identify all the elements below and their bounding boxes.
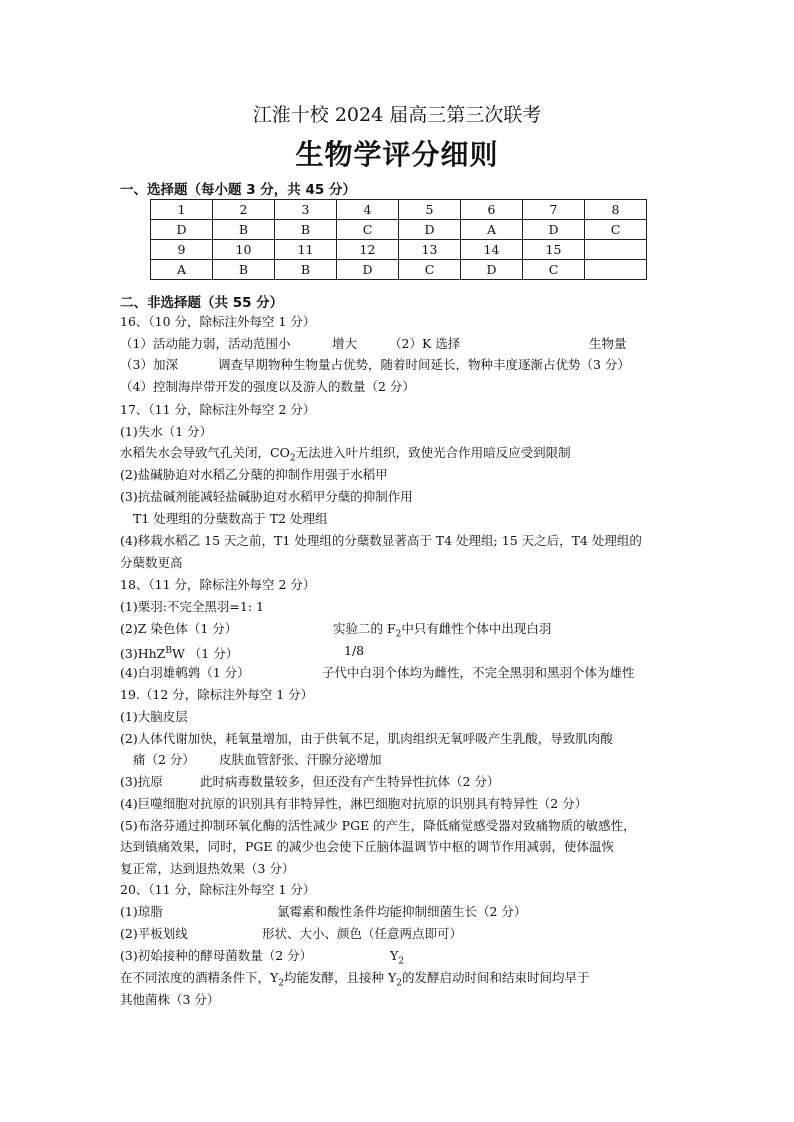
table-cell: 12 bbox=[337, 240, 399, 260]
q16-answer-6: 调查早期物种生物量占优势，随着时间延长，物种丰度逐渐占优势（3 分） bbox=[218, 357, 630, 372]
q16-answer-3: （2）K 选择 bbox=[389, 336, 461, 351]
table-cell: B bbox=[275, 220, 337, 240]
table-cell: 11 bbox=[275, 240, 337, 260]
table-cell: B bbox=[213, 220, 275, 240]
table-cell: C bbox=[523, 260, 585, 280]
table-cell: D bbox=[461, 260, 523, 280]
table-cell bbox=[585, 240, 647, 260]
table-cell: 10 bbox=[213, 240, 275, 260]
q18-line-3 bbox=[120, 642, 680, 660]
table-row bbox=[151, 260, 647, 280]
table-cell: 1 bbox=[151, 200, 213, 220]
q20-answer-8: 其他菌株（3 分） bbox=[120, 992, 220, 1007]
table-cell: D bbox=[337, 260, 399, 280]
q17-answer-4: (3)抗盐碱剂能减轻盐碱胁迫对水稻甲分蘖的抑制作用 bbox=[120, 489, 413, 504]
table-cell: 3 bbox=[275, 200, 337, 220]
q20-line-2 bbox=[120, 925, 640, 943]
q17-answer-7: 分蘖数更高 bbox=[120, 555, 183, 570]
q18-heading: 18、（11 分，除标注外每空 2 分） bbox=[120, 577, 316, 592]
q16-answer-1: （1）活动能力弱，活动范围小 bbox=[120, 336, 291, 351]
q19-line-3 bbox=[133, 751, 553, 769]
table-cell: C bbox=[337, 220, 399, 240]
table-cell: 5 bbox=[399, 200, 461, 220]
table-cell: A bbox=[151, 260, 213, 280]
q18-answer-7: 子代中白羽个体均为雌性，不完全黑羽和黑羽个体为雄性 bbox=[322, 665, 635, 680]
q19-heading: 19.（12 分，除标注外每空 1 分） bbox=[120, 687, 314, 702]
q17-answer-2: 水稻失水会导致气孔关闭，$CO_2$无法进入叶片组织，致使光合作用暗反应受到限制 bbox=[120, 445, 571, 464]
table-cell: C bbox=[399, 260, 461, 280]
q16-answer-4: 生物量 bbox=[589, 336, 627, 351]
q18-answer-5: 1/8 bbox=[344, 643, 365, 658]
section-2-heading: 二、非选择题（共 55 分） bbox=[120, 295, 284, 311]
q16-line-2 bbox=[120, 356, 680, 374]
q17-answer-3: (2)盐碱胁迫对水稻乙分蘖的抑制作用强于水稻甲 bbox=[120, 467, 388, 482]
q17-heading: 17、（11 分，除标注外每空 2 分） bbox=[120, 402, 316, 417]
q19-answer-9: 达到镇痛效果，同时，PGE 的减少也会使下丘脑体温调节中枢的调节作用减弱，使体温恢 bbox=[120, 839, 614, 854]
q18-answer-6: (4)白羽雄鹌鹑（1 分） bbox=[120, 665, 250, 680]
table-cell: 9 bbox=[151, 240, 213, 260]
table-row bbox=[151, 200, 647, 220]
q19-answer-10: 复正常，达到退热效果（3 分） bbox=[120, 861, 295, 876]
q20-answer-2: 氯霉素和酸性条件均能抑制细菌生长（2 分） bbox=[277, 904, 527, 919]
q19-answer-1: (1)大脑皮层 bbox=[120, 709, 188, 724]
table-cell: D bbox=[523, 220, 585, 240]
table-cell: B bbox=[213, 260, 275, 280]
table-cell: 8 bbox=[585, 200, 647, 220]
exam-title: 江淮十校 2024 届高三第三次联考 bbox=[252, 104, 542, 126]
q20-answer-5: (3)初始接种的酵母菌数量（2 分） bbox=[120, 948, 313, 963]
q18-line-4 bbox=[120, 664, 680, 682]
q20-answer-3: (2)平板划线 bbox=[120, 926, 188, 941]
q16-line-1 bbox=[120, 335, 680, 353]
section-1-heading: 一、选择题（每小题 3 分，共 45 分） bbox=[120, 182, 356, 198]
q20-answer-4: 形状、大小、颜色（任意两点即可） bbox=[262, 926, 463, 941]
q20-line-1 bbox=[120, 903, 640, 921]
table-cell: D bbox=[151, 220, 213, 240]
q19-answer-2: (2)人体代谢加快，耗氧量增加，由于供氧不足，肌肉组织无氧呼吸产生乳酸，导致肌肉酸 bbox=[120, 731, 613, 746]
table-cell: 7 bbox=[523, 200, 585, 220]
q18-answer-2: (2)Z 染色体（1 分） bbox=[120, 621, 238, 636]
q17-answer-1: (1)失水（1 分） bbox=[120, 424, 213, 439]
table-cell: 2 bbox=[213, 200, 275, 220]
table-cell: 6 bbox=[461, 200, 523, 220]
table-cell: 13 bbox=[399, 240, 461, 260]
q19-answer-6: 此时病毒数量较多，但还没有产生特异性抗体（2 分） bbox=[200, 774, 500, 789]
q19-answer-7: (4)巨噬细胞对抗原的识别具有非特异性，淋巴细胞对抗原的识别具有特异性（2 分） bbox=[120, 796, 588, 811]
document-subtitle: 生物学评分细则 bbox=[295, 138, 499, 171]
table-cell bbox=[585, 260, 647, 280]
q16-answer-7: （4）控制海岸带开发的强度以及游人的数量（2 分） bbox=[120, 379, 415, 394]
q20-answer-7: 在不同浓度的酒精条件下，$Y_2$均能发酵，且接种 $Y_2$的发酵启动时间和结束时间均早于 bbox=[120, 970, 590, 989]
table-cell: 15 bbox=[523, 240, 585, 260]
table-row bbox=[151, 240, 647, 260]
q19-answer-4: 皮肤血管舒张、汗腺分泌增加 bbox=[219, 752, 382, 767]
q20-answer-6: $Y_2$ bbox=[390, 948, 404, 967]
q19-answer-5: (3)抗原 bbox=[120, 774, 163, 789]
table-cell: 14 bbox=[461, 240, 523, 260]
q17-answer-5: T1 处理组的分蘖数高于 T2 处理组 bbox=[133, 511, 328, 526]
q20-answer-1: (1)琼脂 bbox=[120, 904, 163, 919]
q20-line-3 bbox=[120, 947, 640, 965]
q16-answer-5: （3）加深 bbox=[120, 357, 178, 372]
q19-answer-8: (5)布洛芬通过抑制环氧化酶的活性减少 PGE 的产生，降低痛觉感受器对致痛物质的敏感性， bbox=[120, 818, 636, 833]
q18-line-2 bbox=[120, 620, 680, 638]
q18-answer-1: (1)栗羽:不完全黑羽=1: 1 bbox=[120, 599, 264, 614]
q18-answer-3: 实验二的 $F_2$中只有雌性个体中出现白羽 bbox=[333, 621, 552, 640]
q19-answer-3: 痛（2 分） bbox=[133, 752, 195, 767]
q17-answer-6: (4)移栽水稻乙 15 天之前，T1 处理组的分蘖数显著高于 T4 处理组; 15 天之后，T4 处理组的 bbox=[120, 533, 642, 548]
table-cell: C bbox=[585, 220, 647, 240]
table-cell: B bbox=[275, 260, 337, 280]
answer-table bbox=[150, 199, 647, 280]
table-row bbox=[151, 220, 647, 240]
table-cell: A bbox=[461, 220, 523, 240]
table-cell: 4 bbox=[337, 200, 399, 220]
table-cell: D bbox=[399, 220, 461, 240]
q20-heading: 20、（11 分，除标注外每空 1 分） bbox=[120, 882, 316, 897]
q16-answer-2: 增大 bbox=[332, 336, 358, 351]
q19-line-4 bbox=[120, 773, 680, 791]
q18-answer-4: (3)HhZ$^B$W （1 分） bbox=[120, 646, 239, 662]
q16-heading: 16、（10 分，除标注外每空 1 分） bbox=[120, 314, 316, 329]
